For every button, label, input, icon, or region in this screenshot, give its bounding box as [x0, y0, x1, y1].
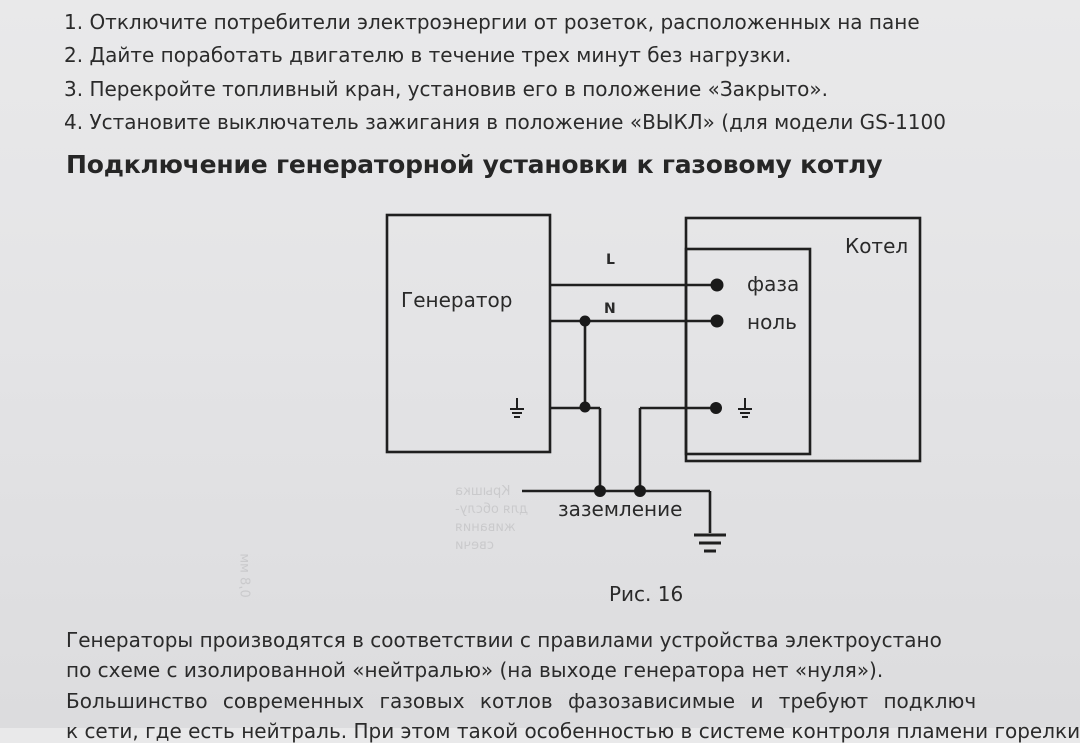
- bleed-through-text: Крышка: [455, 484, 511, 499]
- body-paragraph-line: Большинство современных газовых котлов фазозависимые и требуют подключ: [66, 689, 977, 713]
- bleed-through-text: 0,8 мм: [236, 553, 252, 598]
- section-title: Подключение генераторной установки к газовому котлу: [66, 150, 883, 179]
- step-item: 3. Перекройте топливный кран, установив его в положение «Закрыто».: [64, 77, 828, 101]
- body-paragraph-line: к сети, где есть нейтраль. При этом такой особенностью в системе контроля пламени горелки: [66, 719, 1080, 743]
- phase-label: фаза: [747, 272, 800, 296]
- earth-icon: [694, 535, 726, 551]
- body-paragraph-line: по схеме с изолированной «нейтралью» (на выходе генератора нет «нуля»).: [66, 658, 884, 682]
- ground-label: заземление: [558, 497, 683, 521]
- boiler-label: Котел: [845, 234, 909, 258]
- neutral-label: ноль: [747, 310, 797, 334]
- figure-caption: Рис. 16: [609, 582, 684, 606]
- wire-n-label: N: [604, 301, 616, 317]
- bleed-through-text: живания: [455, 520, 516, 535]
- wire-l-label: L: [606, 252, 615, 268]
- bleed-through-text: для обслу-: [455, 502, 529, 517]
- bleed-through-text: свечи: [455, 538, 494, 553]
- ground-symbol-icon: [738, 398, 752, 417]
- body-paragraph-line: Генераторы производятся в соответствии с правилами устройства электроустано: [66, 628, 942, 652]
- generator-label: Генератор: [401, 288, 513, 312]
- step-item: 4. Установите выключатель зажигания в положение «ВЫКЛ» (для модели GS-1100: [64, 110, 946, 134]
- step-item: 2. Дайте поработать двигателю в течение трех минут без нагрузки.: [64, 43, 792, 67]
- ground-symbol-icon: [510, 398, 524, 417]
- step-item: 1. Отключите потребители электроэнергии от розеток, расположенных на пане: [64, 10, 920, 34]
- generator-box: [387, 215, 550, 452]
